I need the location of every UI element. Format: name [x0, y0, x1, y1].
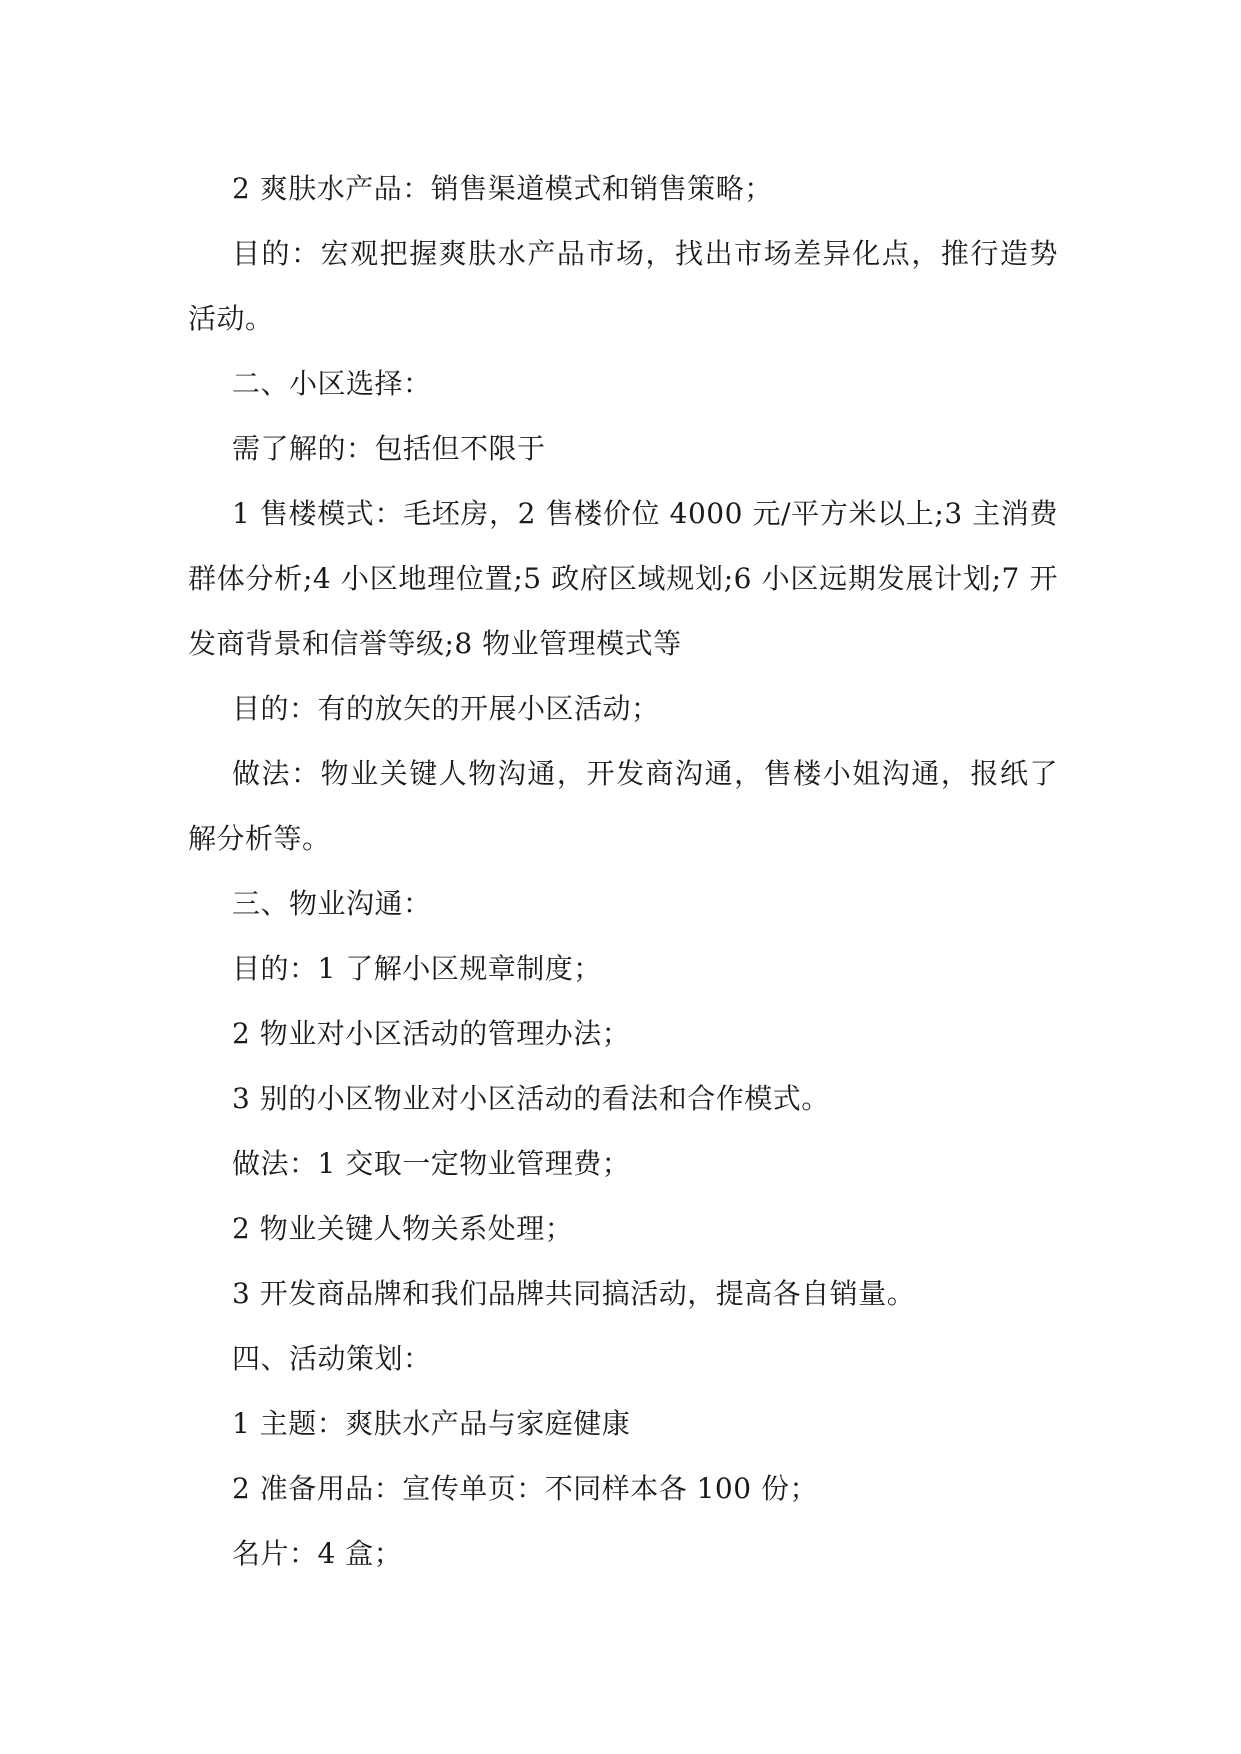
document-body	[188, 156, 1058, 1586]
paragraph-business-cards: 名片：4 盒；	[232, 1537, 403, 1570]
paragraph-joint-activity: 3 开发商品牌和我们品牌共同搞活动，提高各自销量。	[232, 1277, 916, 1310]
paragraph-purpose-market: 目的：宏观把握爽肤水产品市场，找出市场差异化点，推行造势活动。	[188, 237, 1058, 335]
paragraph-method-fee: 做法：1 交取一定物业管理费；	[232, 1147, 631, 1180]
paragraph-supplies-flyers: 2 准备用品：宣传单页：不同样本各 100 份；	[232, 1472, 818, 1505]
paragraph-theme: 1 主题：爽肤水产品与家庭健康	[232, 1407, 631, 1440]
paragraph-need-to-know: 需了解的：包括但不限于	[232, 432, 546, 465]
paragraph-community-factors: 1 售楼模式：毛坯房，2 售楼价位 4000 元/平方米以上;3 主消费群体分析;4 小区地理位置;5 政府区域规划;6 小区远期发展计划;7 开发商背景和信誉等级;8 物业管理模式等	[188, 497, 1058, 660]
heading-property-communication: 三、物业沟通：	[232, 887, 432, 920]
paragraph-management-methods: 2 物业对小区活动的管理办法；	[232, 1017, 631, 1050]
heading-community-selection: 二、小区选择：	[232, 367, 432, 400]
paragraph-key-relations: 2 物业关键人物关系处理；	[232, 1212, 574, 1245]
paragraph-product-channels: 2 爽肤水产品：销售渠道模式和销售策略；	[232, 172, 773, 205]
paragraph-other-communities: 3 别的小区物业对小区活动的看法和合作模式。	[232, 1082, 830, 1115]
paragraph-purpose-rules: 目的：1 了解小区规章制度；	[232, 952, 602, 985]
paragraph-purpose-targeted: 目的：有的放矢的开展小区活动；	[232, 692, 660, 725]
paragraph-method-communication: 做法：物业关键人物沟通，开发商沟通，售楼小姐沟通，报纸了解分析等。	[188, 757, 1058, 855]
heading-activity-planning: 四、活动策划：	[232, 1342, 432, 1375]
